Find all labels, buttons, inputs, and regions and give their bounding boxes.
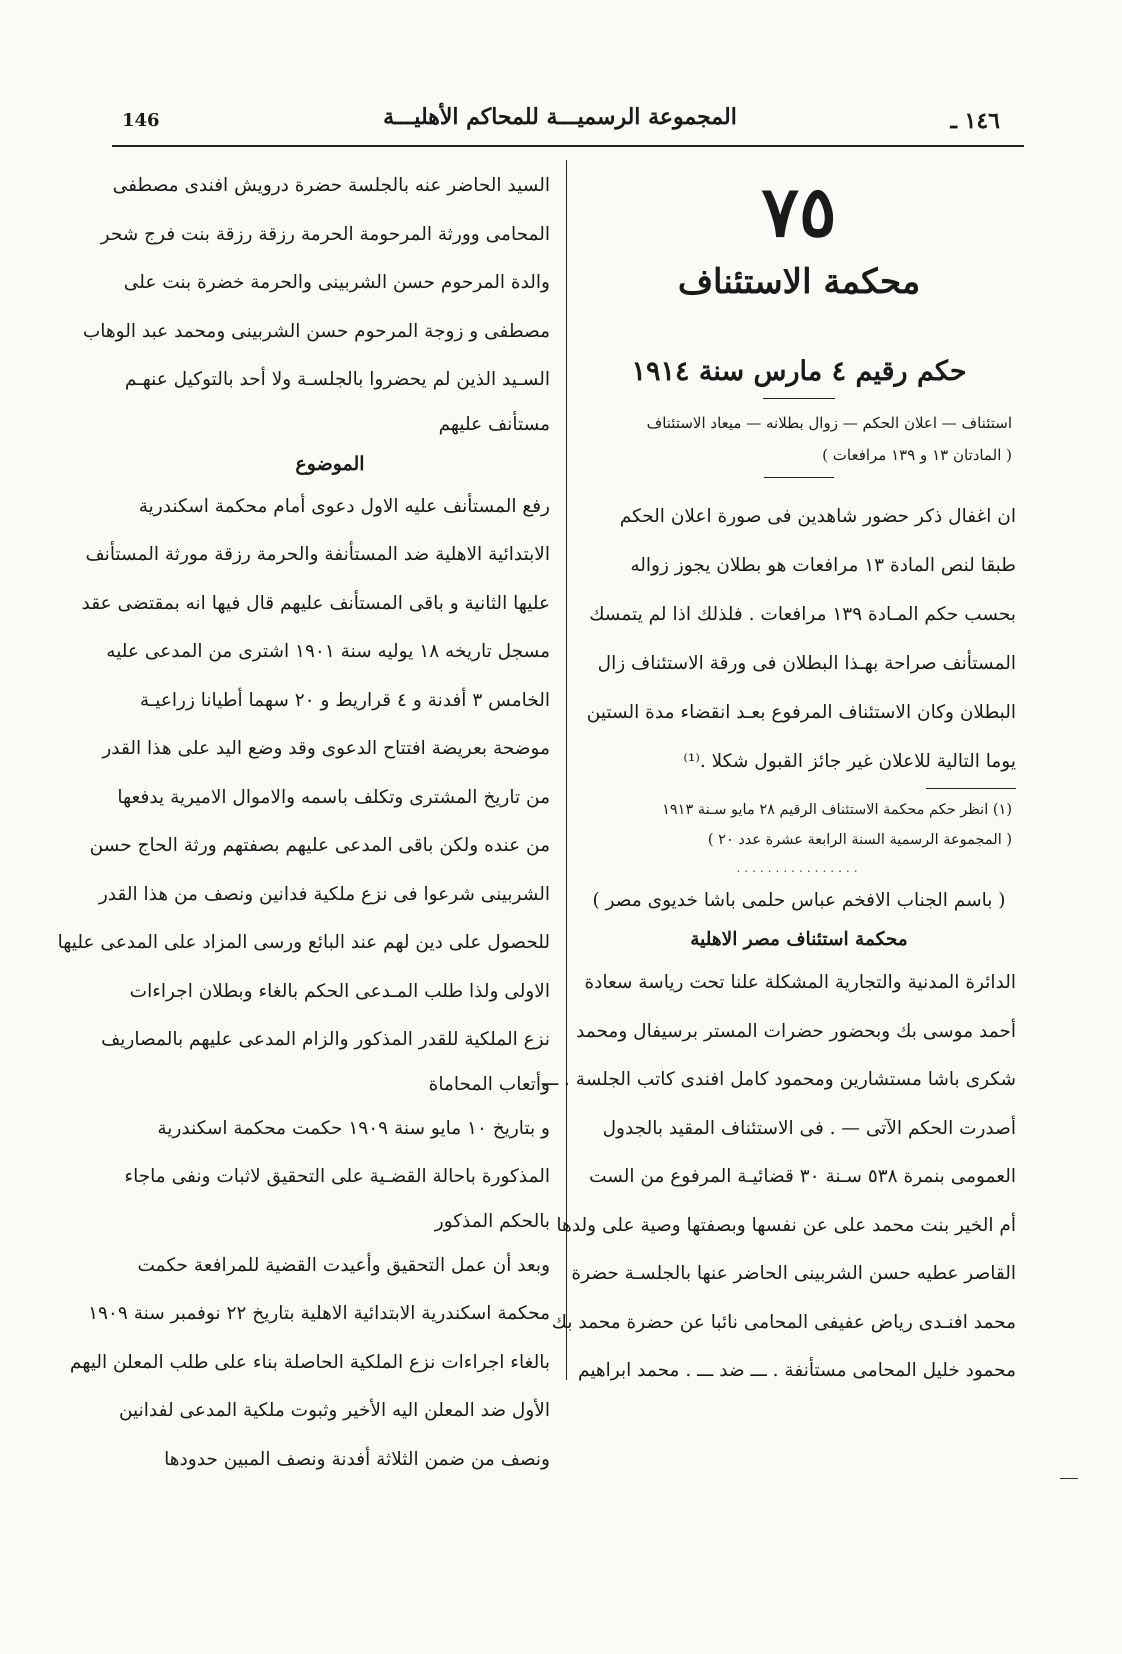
text-line: وأتعاب المحاماة [428, 1073, 550, 1095]
text-line: العمومى بنمرة ٥٣٨ سـنة ٣٠ قضائيـة المرفوع من الست [589, 1166, 1016, 1187]
margin-mark [1060, 1478, 1078, 1479]
text-line: شكرى باشا مستشارين ومحمود كامل افندى كاتب الجلسة . ـــ [541, 1069, 1016, 1090]
column-divider [566, 160, 567, 1380]
ruling-paragraph [582, 492, 1016, 786]
text-line: محمود خليل المحامى مستأنفة . ـــ ضد ـــ . محمد ابراهيم [578, 1360, 1016, 1381]
case-body [541, 959, 1016, 1396]
text-line: محكمة اسكندرية الابتدائية الاهلية بتاريخ ٢٢ نوفمبر سنة ١٩٠٩ [88, 1303, 550, 1324]
text-line: موضحة بعريضة افتتاح الدعوى وقد وضع اليد على هذا القدر [102, 738, 550, 759]
text-line: بحسب حكم المـادة ١٣٩ مرافعات . فلذلك اذا لم يتمسك [589, 604, 1016, 625]
text-line: الاولى ولذا طلب المـدعى الحكم بالغاء وبطلان اجراءات [129, 980, 550, 1002]
text-line: عليها الثانية و باقى المستأنف عليهم قال فيها انه بمقتضى عقد [81, 592, 550, 614]
court-title: محكمة الاستئناف [677, 262, 921, 302]
text-line: ونصف من ضمن الثلاثة أفدنة ونصف المبين حدودها [164, 1448, 550, 1470]
summary-line: ( المادتان ١٣ و ١٣٩ مرافعات ) [822, 446, 1012, 464]
text-line: الخامس ٣ أفدنة و ٤ قراريط و ٢٠ سهما أطيانا زراعيـة [139, 689, 550, 711]
text-line: الأول ضد المعلن اليه الأخير وثبوت ملكية المدعى لفدانين [118, 1400, 550, 1421]
text-line: مسجل تاريخه ١٨ يوليه سنة ١٩٠١ اشترى من المدعى عليه [106, 641, 550, 662]
parties-paragraph [82, 162, 550, 445]
text-line: أم الخير بنت محمد على عن نفسها وبصفتها وصية على ولدها [556, 1214, 1016, 1236]
text-line: من عنده ولكن باقى المدعى عليهم بصفتهم ورثة الحاج حسن [89, 835, 550, 856]
text-line: للحصول على دين لهم عند البائع ورسى المزاد على المدعى عليها [57, 932, 550, 953]
inquiry-paragraph [69, 1242, 550, 1485]
text-line: المستأنف صراحة بهـذا البطلان فى ورقة الاستئناف زال [597, 653, 1016, 674]
text-line: طبقا لنص المادة ١٣ مرافعات هو بطلان يجوز زواله [630, 555, 1016, 576]
footnote-line: (١) انظر حكم محكمة الاستئناف الرقيم ٢٨ مايو سـنة ١٩١٣ [662, 802, 1012, 818]
text-line: الشربينى شرعوا فى نزع ملكية فدانين ونصف من هذا القدر [98, 883, 550, 905]
judgment-paragraph [110, 1105, 550, 1242]
ruling-date: حكم رقيم ٤ مارس سنة ١٩١٤ [631, 356, 967, 387]
text-line: المذكورة باحالة القضـية على التحقيق لاثبات ونفى ماجاء [124, 1166, 550, 1187]
page-number-arabic: ١٤٦ ـ [950, 108, 1000, 134]
facts-paragraph [57, 483, 550, 1105]
text-line: أحمد موسى بك وبحضور حضرات المستر برسيفال ومحمد [576, 1020, 1016, 1042]
text-line: ان اغفال ذكر حضور شاهدين فى صورة اعلان الحكم [619, 506, 1016, 527]
summary-rule [764, 477, 834, 478]
text-line: نزع الملكية للقدر المذكور والزام المدعى عليهم بالمصاريف [101, 1029, 550, 1050]
text-line: وبعد أن عمل التحقيق وأعيدت القضية للمرافعة حكمت [137, 1254, 550, 1276]
header-rule [112, 145, 1024, 147]
footnote-line: ( المجموعة الرسمية السنة الرابعة عشرة عدد ٢٠ ) [707, 832, 1012, 848]
text-line: الدائرة المدنية والتجارية المشكلة علنا تحت رياسة سعادة [584, 972, 1016, 993]
text-line: السيد الحاضر عنه بالجلسة حضرة درويش افندى مصطفى [112, 175, 550, 196]
page-number-latin: 146 [122, 110, 160, 131]
text-line: رفع المستأنف عليه الاول دعوى أمام محكمة اسكندرية [138, 495, 550, 517]
summary-line: استئناف — اعلان الحكم — زوال بطلانه — ميعاد الاستئناف [646, 414, 1012, 432]
case-number: ٧٥ [761, 170, 837, 253]
text-line: و بتاريخ ١٠ مايو سنة ١٩٠٩ حكمت محكمة اسكندرية [157, 1117, 550, 1139]
text-line: القاصر عطيه حسن الشربينى الحاضر عنها بالجلسـة حضرة [571, 1263, 1016, 1284]
left-column [57, 162, 550, 1484]
text-line: الابتدائية الاهلية ضد المستأنفة والحرمة رزقة مورثة المستأنف [85, 544, 550, 565]
text-line: يوما التالية للاعلان غير جائز القبول شكلا .⁽¹⁾ [683, 751, 1016, 772]
footnote-rule [926, 788, 1016, 789]
text-line: البطلان وكان الاستئناف المرفوع بعـد انقضاء مدة الستين [586, 702, 1016, 723]
text-line: من تاريخ المشترى وتكلف باسمه والاموال الاميرية يدفعها [117, 786, 550, 808]
text-line: المحامى وورثة المرحومة الحرمة رزقة رزقة بنت فرج شحر [100, 223, 550, 245]
text-line: مستأنف عليهم [438, 413, 550, 435]
section-heading: الموضوع [295, 452, 365, 475]
sub-court-title: محكمة استئناف مصر الاهلية [690, 929, 908, 950]
text-line: أصدرت الحكم الآتى — . فى الاستئناف المقيد بالجدول [602, 1117, 1016, 1139]
right-column [541, 162, 1016, 1396]
text-line: بالحكم المذكور [434, 1210, 550, 1232]
text-line: والدة المرحوم حسن الشربينى والحرمة خضرة بنت على [123, 272, 550, 293]
date-rule [763, 398, 835, 399]
text-line: مصطفى و زوجة المرحوم حسن الشربينى ومحمد عبد الوهاب [82, 320, 550, 342]
section-separator: ................ [736, 861, 862, 875]
decree-line: ( باسم الجناب الافخم عباس حلمى باشا خديوى مصر ) [592, 890, 1006, 911]
running-head: المجموعة الرسميـــة للمحاكم الأهليـــة [383, 104, 737, 130]
text-line: السـيد الذين لم يحضروا بالجلسـة ولا أحد بالتوكيل عنهـم [124, 369, 550, 390]
text-line: محمد افنـدى رياض عفيفى المحامى نائبا عن حضرة محمد بك [551, 1311, 1016, 1333]
text-line: بالغاء اجراءات نزع الملكية الحاصلة بناء على طلب المعلن اليهم [69, 1351, 550, 1373]
